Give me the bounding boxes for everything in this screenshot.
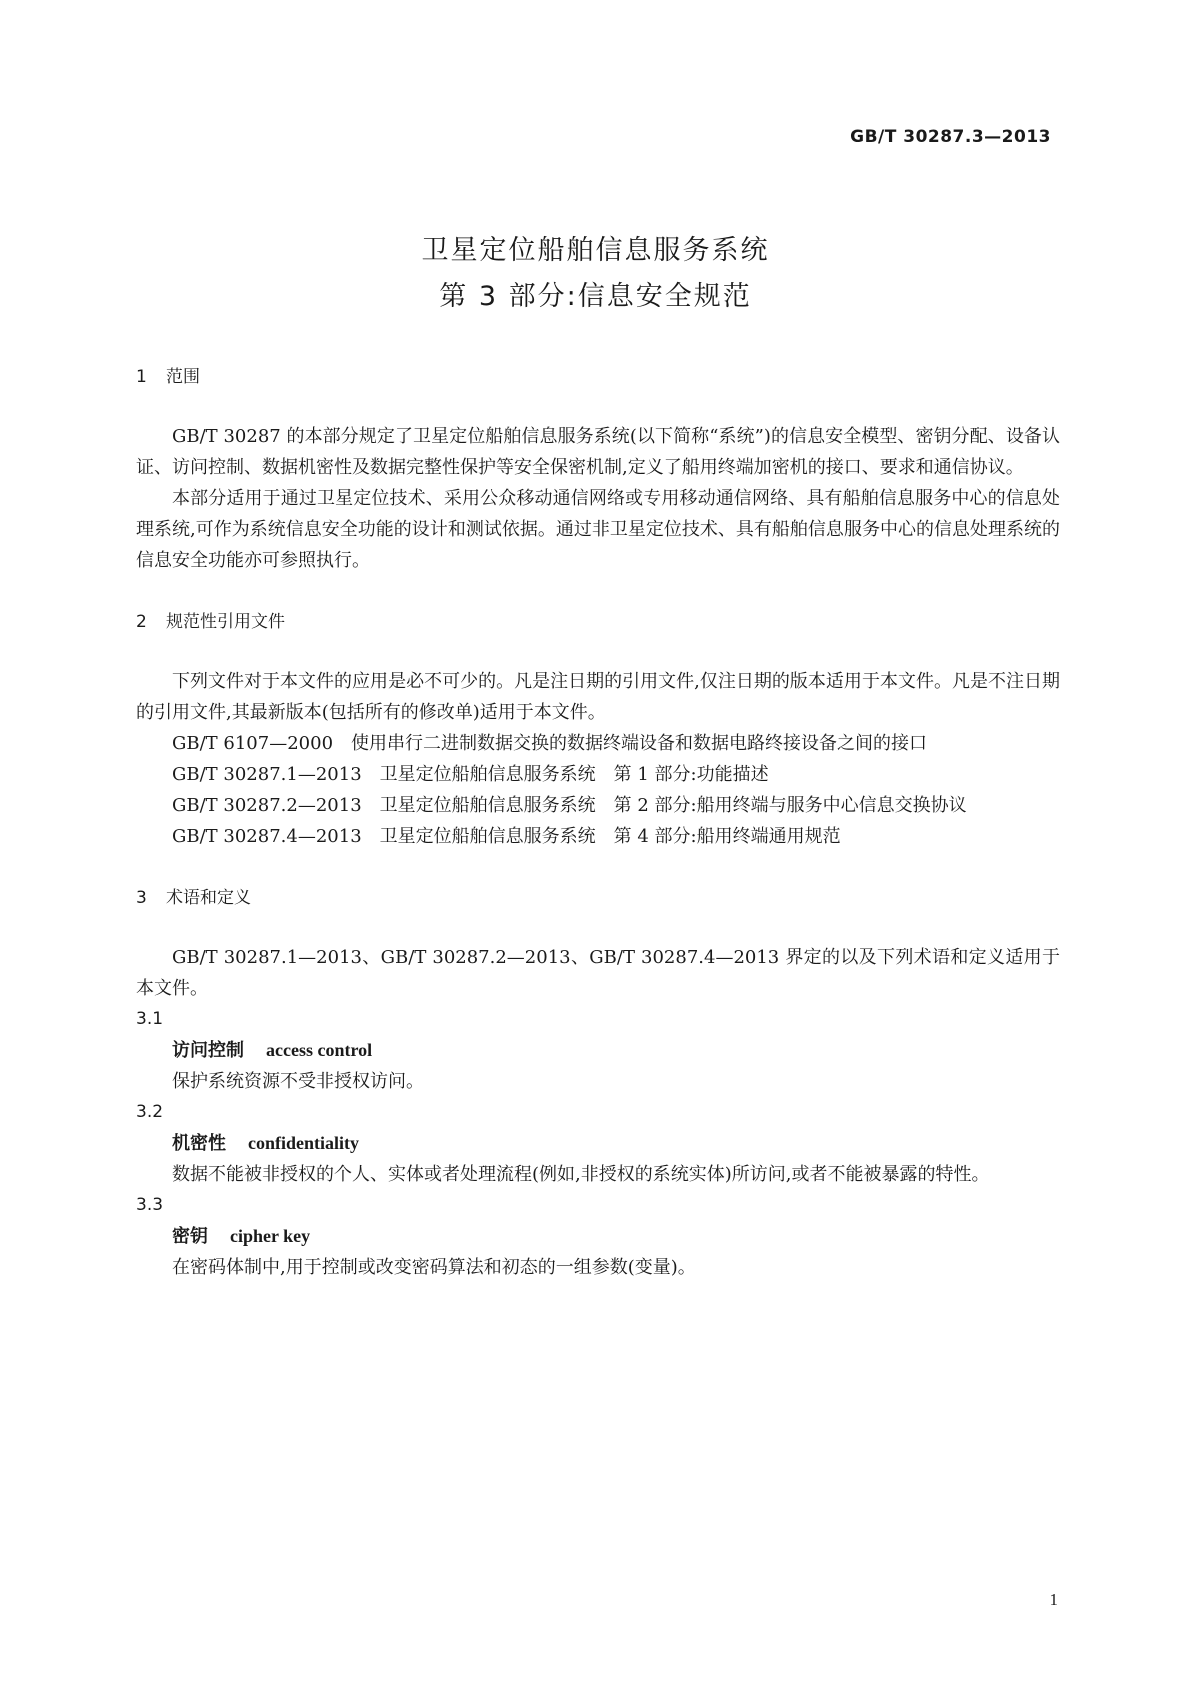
document-title-line2: 第 3 部分:信息安全规范 xyxy=(439,281,752,312)
term-en: access control xyxy=(266,1040,373,1060)
section-number: 3 xyxy=(136,888,147,908)
term-heading xyxy=(136,1035,1060,1066)
term-heading xyxy=(136,1221,1060,1252)
reference-code: GB/T 6107—2000 xyxy=(172,733,334,754)
term-en: confidentiality xyxy=(248,1133,359,1153)
term-zh: 密钥 xyxy=(172,1226,208,1247)
term-definition: 保护系统资源不受非授权访问。 xyxy=(172,1071,424,1092)
reference-title: 卫星定位船舶信息服务系统 xyxy=(379,826,596,847)
term-en: cipher key xyxy=(230,1226,311,1246)
section-title: 范围 xyxy=(166,367,200,387)
section-2-paragraph-1: 下列文件对于本文件的应用是必不可少的。凡是注日期的引用文件,仅注日期的版本适用于本文件。凡是不注日期的引用文件,其最新版本(包括所有的修改单)适用于本文件。 xyxy=(136,671,1060,723)
term-number: 3.2 xyxy=(136,1102,164,1122)
section-number: 1 xyxy=(136,367,147,387)
reference-title: 卫星定位船舶信息服务系统 xyxy=(379,795,596,816)
term-number: 3.3 xyxy=(136,1195,164,1215)
term-definition: 在密码体制中,用于控制或改变密码算法和初态的一组参数(变量)。 xyxy=(172,1257,696,1278)
term-heading xyxy=(136,1128,1060,1159)
section-title: 术语和定义 xyxy=(166,888,251,908)
reference-item xyxy=(136,759,1060,790)
term-number: 3.1 xyxy=(136,1009,164,1029)
term-zh: 机密性 xyxy=(172,1133,226,1154)
section-1-paragraph-1: GB/T 30287 的本部分规定了卫星定位船舶信息服务系统(以下简称“系统”)的信息安全模型、密钥分配、设备认证、访问控制、数据机密性及数据完整性保护等安全保密机制,定义了船用终端加密机的接口、要求和通信协议。 xyxy=(136,426,1060,478)
document-title-line1: 卫星定位船舶信息服务系统 xyxy=(421,235,770,266)
page-number: 1 xyxy=(1049,1590,1058,1609)
section-3-heading xyxy=(136,886,1060,910)
reference-code: GB/T 30287.1—2013 xyxy=(172,764,362,785)
section-1-paragraph-2: 本部分适用于通过卫星定位技术、采用公众移动通信网络或专用移动通信网络、具有船舶信息服务中心的信息处理系统,可作为系统信息安全功能的设计和测试依据。通过非卫星定位技术、具有船舶信息服务中心的信息处理系统的信息安全功能亦可参照执行。 xyxy=(136,488,1060,571)
reference-part: 第 4 部分:船用终端通用规范 xyxy=(613,826,841,847)
reference-code: GB/T 30287.4—2013 xyxy=(172,826,362,847)
reference-item xyxy=(136,821,1060,852)
section-number: 2 xyxy=(136,612,147,632)
reference-title: 卫星定位船舶信息服务系统 xyxy=(379,764,596,785)
standard-code: GB/T 30287.3—2013 xyxy=(850,127,1051,147)
reference-item xyxy=(136,728,1060,759)
term-definition: 数据不能被非授权的个人、实体或者处理流程(例如,非授权的系统实体)所访问,或者不能被暴露的特性。 xyxy=(172,1164,990,1185)
section-3-paragraph-1: GB/T 30287.1—2013、GB/T 30287.2—2013、GB/T 30287.4—2013 界定的以及下列术语和定义适用于本文件。 xyxy=(136,947,1060,999)
section-title: 规范性引用文件 xyxy=(166,612,285,632)
term-zh: 访问控制 xyxy=(172,1040,244,1061)
reference-part: 第 2 部分:船用终端与服务中心信息交换协议 xyxy=(613,795,967,816)
document-body xyxy=(136,365,1060,1283)
reference-item xyxy=(136,790,1060,821)
reference-title: 使用串行二进制数据交换的数据终端设备和数据电路终接设备之间的接口 xyxy=(351,733,928,754)
section-2-heading xyxy=(136,610,1060,634)
reference-part: 第 1 部分:功能描述 xyxy=(613,764,769,785)
section-1-heading xyxy=(136,365,1060,389)
reference-code: GB/T 30287.2—2013 xyxy=(172,795,362,816)
